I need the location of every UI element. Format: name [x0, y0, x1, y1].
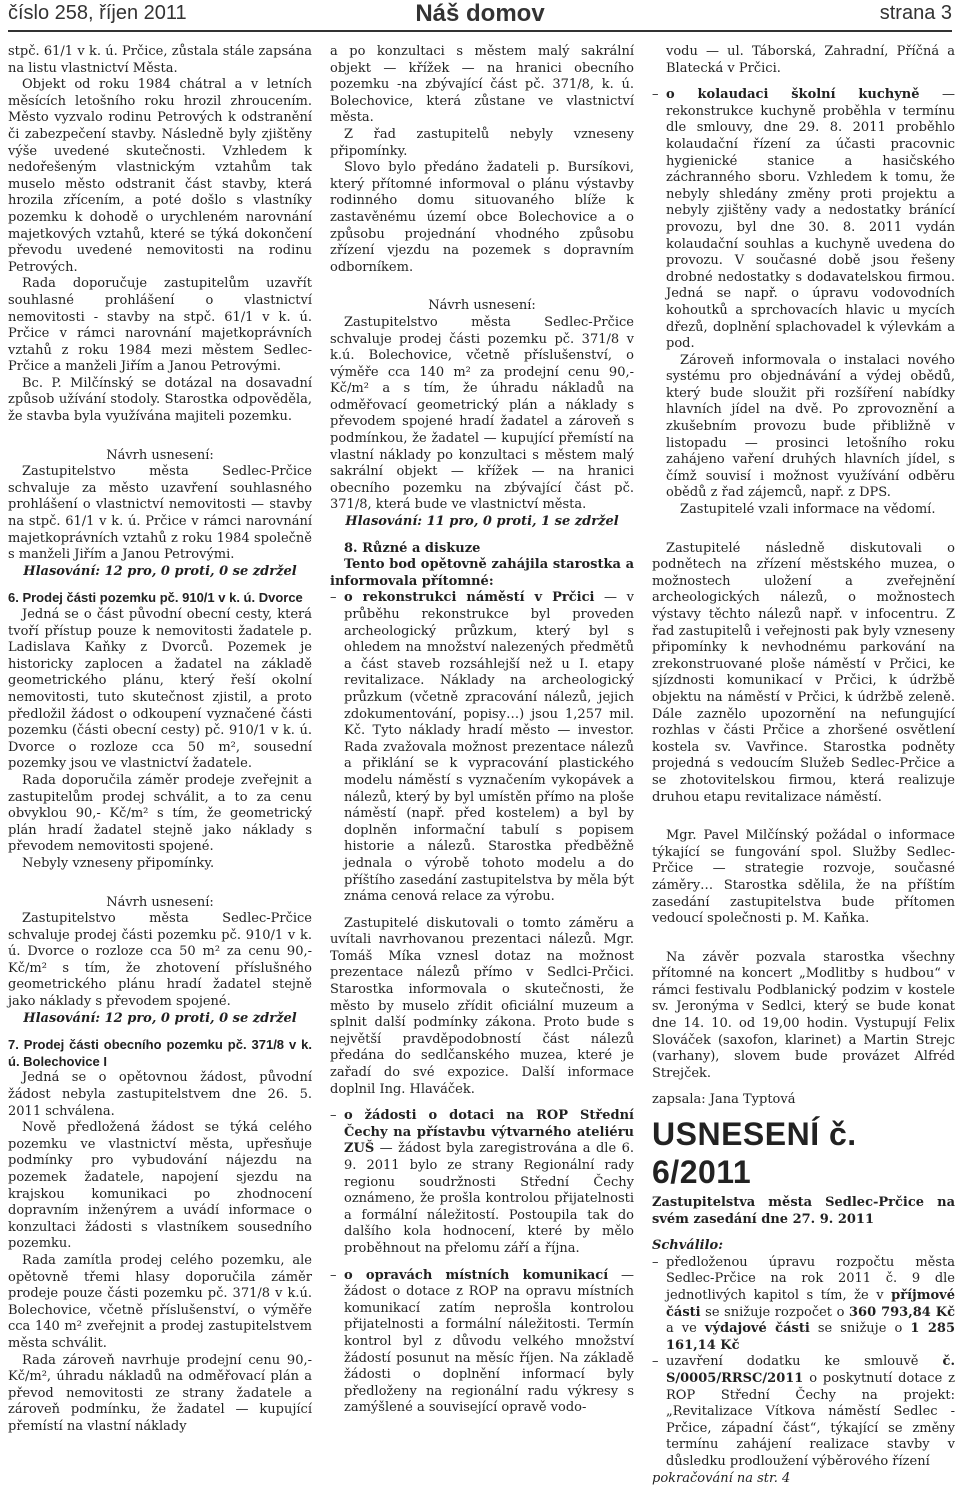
dash-bullet-icon: – — [652, 1254, 659, 1270]
text-bold: příjmové části — [666, 1288, 955, 1320]
dash-bullet-icon: – — [330, 1267, 337, 1283]
bullet-item — [330, 1108, 634, 1257]
paragraph: Nově předložená žádost se týká celého pozemku ve vlastnictví města, upřesňuje podmínky pro vybudování nájezdu na pozemek žadatele, napojení sjezdu na krajskou komunikaci po zhodnocení dopravním inženýrem a uvádí informace o konzultaci žádosti s vlastníkem sousedního pozemku. — [8, 1120, 312, 1252]
newsletter-title: Náš domov — [415, 0, 545, 27]
bullet-text: — žádost byla zaregistrována a dle 6. 9. 2011 bylo ze strany Regionální rady regionu soudržnosti Střední Čechy oznámeno, že prošla kontrolou přijatelnosti a formální náležitostí. Postoupila tak do dalšího kola hodnocení, které by mělo proběhnout na přelomu září a října. — [344, 1141, 634, 1256]
paragraph: Rada zároveň navrhuje prodejní cenu 90,- Kč/m², úhradu nákladů na odměřovací plán a převod nemovitosti ze strany žadatele a zároveň podmínku, že žadatel — kupující přemístí na vlastní náklady — [8, 1352, 312, 1434]
vote-result: Hlasování: 12 pro, 0 proti, 0 se zdržel — [23, 1010, 297, 1026]
paragraph: Rada doporučuje zastupitelům uzavřít souhlasné prohlášení o vlastnictví nemovitosti - stavby na stpč. 61/1 v k. ú. Prčice v rámci narovnání majetkoprávních vztahů z roku 1984 mezi městem Sedlec-Prčice a manželi Jiřím a Janou Petrovými. — [8, 276, 312, 375]
paragraph: Slovo bylo předáno žadateli p. Bursíkovi, který přítomné informoval o plánu výstavby rodinného domu situovaného blíže k zastavěnému území obce Bolechovice a o způsobu projednání vhodného způsobu zřízení vjezdu na pozemek s dopravním odborníkem. — [330, 160, 634, 275]
paragraph: Mgr. Pavel Milčínský požádal o informace týkající se fungování spol. Služby Sedlec-Prčice — strategie rozvoje, současné záměry… Starostka sdělila, že na příštím zasedání zastupitelstva bude přítomen vedoucí společnosti p. M. Kaňka. — [652, 828, 955, 927]
paragraph: Zastupitelé diskutovali o tomto záměru a uvítali navrhovanou prezentaci nálezů. Mgr. Tomáš Míka vznesl dotaz na možnost prezentace nálezů přímo v Sedlci-Prčici. Starostka informovala o skutečnosti, že město by muselo zřídit oficiální muzeum a splnit další podmínky zákona. Proto bude s největší pravděpodobností část nálezů předána do sedlčanského muzea, které je zařadí do své expozice. Další informace doplnil Ing. Hlaváček. — [330, 915, 634, 1097]
paragraph: a po konzultaci s městem malý sakrální objekt — křížek — na hranici obecního pozemku -na zbývající část pč. 371/8, k. ú. Bolechovice, která zůstane ve vlastnictví města. — [330, 44, 634, 126]
vote-result: Hlasování: 12 pro, 0 proti, 0 se zdržel — [23, 563, 297, 579]
dash-bullet-icon: – — [330, 590, 337, 606]
bullet-text: — žádost o dotace z ROP na opravu místních komunikací zatím neprošla kontrolou přijatelnosti a formální náležitosti. Termín kontrol byl z důvodu velkého množství žádostí posunut na měsíc říjen. Na základě žádosti o doplnění informací byly předloženy na regionální radu výkresy s zamýšlené a související opravě vodo- — [344, 1267, 634, 1416]
column-2 — [330, 44, 635, 1416]
resolution-item — [652, 1354, 955, 1470]
paragraph: Bc. P. Milčínský se dotázal na dosavadní způsob užívání stodoly. Starostka odpověděla, že stavba byla využívána majiteli pozemku. — [8, 375, 312, 425]
paragraph: Z řad zastupitelů nebyly vzneseny připomínky. — [330, 126, 634, 159]
dash-bullet-icon: – — [652, 87, 659, 103]
page-number: strana 3 — [879, 2, 952, 24]
resolution-heading: Návrh usnesení: — [106, 894, 214, 910]
text-span: o poskytnutí dotace z ROP Střední Čechy na projekt: „Revitalizace Vítkova náměstí Sedlec - Prčice, západní část“, týkající se změny termínu zahájení realizace stavby v důsledku prodloužení výběrového řízení — [666, 1370, 955, 1469]
column-3 — [652, 44, 955, 1486]
amount-income: 360 793,84 Kč — [848, 1304, 955, 1320]
paragraph: Zároveň informovala o instalaci nového systému pro objednávání a výdej obědů, který bude sloužit při rozšíření nabídky hlavních jídel na dvě. Po zprovoznění a zkušebním provozu bude přibližně v listopadu — prosinci letošního roku zahájeno vaření druhých hlavních jídel, s čímž souvisí i možnost využívání odběru obědů z řad zájemců, např. z DPS. — [666, 352, 955, 501]
paragraph: Zastupitelé vzali informace na vědomí. — [680, 502, 936, 518]
recorder-note: zapsala: Jana Typtová — [652, 1092, 796, 1108]
amount-expense: 1 285 161,14 Kč — [666, 1321, 955, 1353]
dash-bullet-icon: – — [330, 1108, 337, 1124]
section-heading: 8. Různé a diskuze — [344, 540, 481, 556]
paragraph: stpč. 61/1 v k. ú. Prčice, zůstala stále zapsána na listu vlastnictví Města. — [8, 44, 312, 76]
bullet-title: o opravách místních komunikací — [344, 1267, 609, 1283]
section-heading: 7. Prodej části obecního pozemku pč. 371/8 v k. ú. Bolechovice I — [8, 1037, 312, 1069]
section-intro: Tento bod opětovně zahájila starostka a informovala přítomné: — [330, 557, 634, 589]
paragraph: Rada doporučila záměr prodeje zveřejnit a zastupitelům prodej schválit, a to za cenu obvyklou 90,- Kč/m² s tím, že geometrický plán hradí žadatel stejně jako náklady s převodem nemovitosti spojené. — [8, 772, 312, 855]
text-span: se snižuje rozpočet o — [700, 1304, 849, 1320]
section-heading: 6. Prodej části pozemku pč. 910/1 v k. ú. Dvorce — [8, 590, 303, 606]
paragraph: Rada zamítla prodej celého pozemku, ale opětovně třemi hlasy doporučila záměr prodeje pouze části pozemku pč. 371/8 v k.ú. Bolechovice, včetně příslušenství, o výměře cca 140 m² zveřejnit a prodej zastupitelstvem města schválit. — [8, 1252, 312, 1351]
resolution-item — [652, 1255, 955, 1355]
paragraph: Jedná se o část původní obecní cesty, která tvoří přístup pouze k nemovitosti žadatele p. Ladislava Kaňky z Dvorců. Pozemek je historicky zaplocen a žadatel na základě geometrického plánu, který řeší okolní nemovitosti, tuto skutečnost zjistil, a proto předložil žádost o odkoupení vyznačené části pozemku (části obecní cesty) pč. 910/1 v k. ú. Dvorce o rozloze cca 50 m², sousední pozemky jsou ve vlastnictví žadatele. — [8, 607, 312, 772]
approved-label: Schválilo: — [652, 1238, 724, 1254]
resolution-heading: Návrh usnesení: — [428, 298, 536, 314]
issue-number: číslo 258, říjen 2011 — [8, 2, 187, 24]
bullet-title: o kolaudaci školní kuchyně — [666, 87, 920, 103]
text-span: uzavření dodatku ke smlouvě — [666, 1354, 943, 1370]
paragraph: Nebyly vzneseny připomínky. — [22, 855, 215, 871]
paragraph: Na závěr pozvala starostka všechny přítomné na koncert „Modlitby s hudbou“ v rámci festivalu Podblanický podzim v kostele sv. Jeronýma v Sedlci, který se bude konat dne 14. 10. od 19,00 hodin. Vystupují Felix Slováček (saxofon, klarinet) a Martin Strejc (varhany), slovem bude provázet Alfréd Strejček. — [652, 949, 955, 1081]
resolution-text: Zastupitelstvo města Sedlec-Prčice schvaluje prodej části pozemku pč. 910/1 v k. ú. Dvorce o rozloze cca 50 m² za cenu 90,- Kč/m² s tím, že zhotovení příslušného geometrického plánu hradí žadatel stejně jako náklady s převodem spojené. — [8, 911, 312, 1010]
bullet-item — [330, 1268, 634, 1417]
dash-bullet-icon: – — [652, 1354, 659, 1370]
bullet-text: — v průběhu rekonstrukce byl proveden archeologický průzkum, který byl s ohledem na množství nalezených předmětů a část staveb rozsáhlejší než u I. etapy revitalizace. Náklady na archeologický průzkum (včetně zpracování nálezů, jejich zdokumentování, popisy…) jsou 1,257 mil. Kč. Tyto náklady hradí město — investor. Rada zvažovala možnost prezentace nálezů a přiklání se k vypracování plastického modelu náměstí s vyznačením vykopávek a nálezů, který by byl umístěn přímo na ploše náměstí (např. před kostelem) a byl by doplněn informační tabulí s popisem historie a nálezů. Starostka předběžně jednala o výrobě tohoto modelu a do příštího zasedání zastupitelstva by měla být známa cenová relace za výrobu. — [344, 590, 635, 905]
resolution-heading: Návrh usnesení: — [106, 447, 214, 463]
paragraph: Objekt od roku 1984 chátral a v letních měsících letošního roku hrozil zhroucením. Město vyzvalo rodinu Petrových k odstranění či zabezpečení stavby. Následně byly zjištěny výše uvedené skutečnosti. Vzhledem k nedořešeným vlastnickým vztahům tak muselo město odstranit část stavby, která hrozila zřícením, a poté došlo s vlastníky pozemku k dohodě o urychleném narovnání majetkových vztahů, které se týká dokončení převodu uvedené nemovitosti na rodinu Petrových. — [8, 77, 312, 275]
bullet-item — [330, 590, 634, 905]
bullet-item — [652, 87, 955, 353]
paragraph: Zastupitelé následně diskutovali o podnětech na zřízení městského muzea, o možnostech uložení a zveřejnění archeologických nálezů, o možnostech výstavy těchto nálezů např. v infocentru. Z řad zastupitelů i veřejnosti pak byly vzneseny připomínky k nevhodnému parkování na zrekonstruované ploše náměstí v Prčici, ke sjízdnosti komunikací v Prčici, k údržbě objektu na náměstí v Prčici, k údržbě zeleně. Dále zaznělo upozornění na nefungující rozhlas v části Prčice a zhoršené osvětlení kostela sv. Vavřince. Starostka podněty projedná s vedoucím Služeb Sedlec-Prčice a se zhotovitelskou firmou, která realizuje druhou etapu revitalizace náměstí. — [652, 540, 955, 805]
resolution-title: USNESENÍ č. 6/2011 — [652, 1116, 857, 1191]
vote-result: Hlasování: 11 pro, 0 proti, 1 se zdržel — [345, 514, 619, 530]
bullet-title: o rekonstrukci náměstí v Prčici — [344, 590, 595, 606]
resolution-subtitle: Zastupitelstva města Sedlec-Prčice na svém zasedání dne 27. 9. 2011 — [652, 1195, 955, 1227]
resolution-text: Zastupitelstvo města Sedlec-Prčice schvaluje za město uzavření souhlasného prohlášení o vlastnictví nemovitosti — stavby na stpč. 61/1 v k. ú. Prčice v rámci narovnání majetkoprávních vztahů z roku 1984 společně s manželi Jiřím a Janou Petrovými. — [8, 464, 312, 563]
text-bold: výdajové části — [704, 1321, 810, 1337]
bullet-text: — rekonstrukce kuchyně proběhla v termínu dle smlouvy, dne 29. 8. 2011 proběhlo kolaudační řízení za účasti pracovnic hygienické stanice a hasičského záchranného sboru. Vzhledem k tomu, že nebyly shledány změny proti projektu a nebyly zjištěny vady a nedostatky bránící provozu, byl dne 30. 8. 2011 vydán kolaudační souhlas a kuchyně uvedena do provozu. V současné době jsou řešeny drobné nedostatky s dodavatelskou firmou. Jedná se např. o úpravu vodovodních kohoutků a sprchovacích hlavic u mycích dřezů, doplnění splachovadel k výlevkám a pod. — [666, 87, 955, 352]
text-span: předloženou úpravu rozpočtu města Sedlec-Prčice na rok 2011 č. 9 dle jednotlivých kapitol s tím, že v — [666, 1254, 955, 1303]
contract-number: č. S/0005/RRSC/2011 — [666, 1354, 955, 1386]
bullet-title: o žádosti o dotaci na ROP Střední Čechy na přístavbu výtvarného ateliéru ZUŠ — [344, 1108, 634, 1157]
resolution-text: Zastupitelstvo města Sedlec-Prčice schvaluje prodej části pozemku pč. 371/8 v k.ú. Bolechovice, včetně příslušenství, o výměře cca 140 m² za prodejní cenu 90,- Kč/m² a s tím, že úhradu nákladů na odměřovací geometrický plán a náklady s převodem spojené hradí žadatel a zároveň s podmínkou, že žadatel — kupující přemístí na vlastní náklady po konzultaci s městem malý sakrální objekt — křížek — na hranici obecního pozemku na zbývající část pč. 371/8, která bude ve vlastnictví města. — [330, 314, 634, 513]
column-1 — [8, 44, 312, 1434]
text-span: se snižuje o — [809, 1321, 911, 1337]
page-header — [8, 0, 952, 32]
paragraph: Jedná se o opětovnou žádost, původní žádost nebyla zastupitelstvem dne 26. 5. 2011 schválena. — [8, 1070, 312, 1119]
paragraph: vodu — ul. Táborská, Zahradní, Příčná a Blatecká v Prčici. — [666, 44, 955, 76]
continued-note: pokračování na str. 4 — [652, 1470, 791, 1486]
text-span: a ve — [666, 1321, 705, 1337]
